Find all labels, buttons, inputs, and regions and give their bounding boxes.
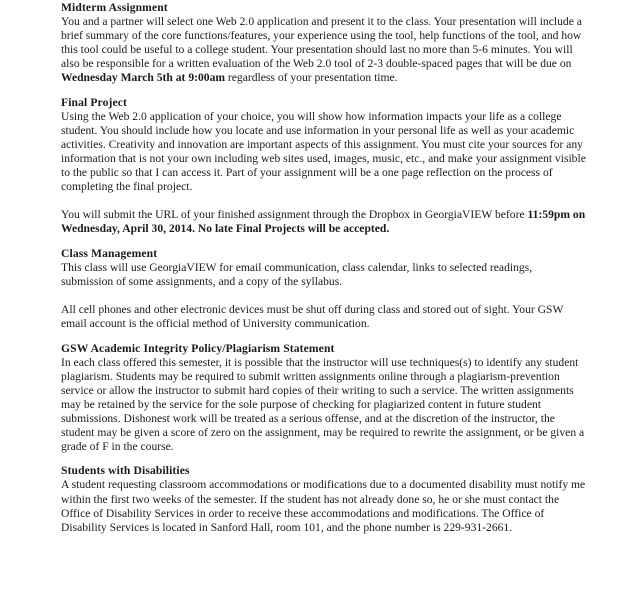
emphasis-text: 11:59pm on Wednesday, April 30, 2014. No late Final Projects will be accepted. (61, 208, 586, 236)
body-text: regardless of your presentation time. (225, 71, 398, 85)
emphasis-text: Wednesday March 5th at 9:00am (61, 71, 226, 85)
paragraph (61, 356, 587, 454)
section-final-project (61, 96, 587, 236)
body-text: Using the Web 2.0 application of your choice, you will show how information impacts your life as a college student. You should include how you locate and use information in your personal life as well as your academic activities. Creativity and innovation are important aspects of this assignment. You must cite your sources for any information that is not your own including web sites used, images, music, etc., and make your assignment visible to the public so that I can access it. Part of your assignment will be a one page reflection on the process of completing the final project. (61, 109, 586, 194)
body-text: You and a partner will select one Web 2.0 application and present it to the class. Your presentation will include a brief summary of the core functions/features, your experience using the tool, help functions of the tool, and how this tool could be useful to a college student. Your presentation should last no more than 5-6 minutes. You will also be responsible for a written evaluation of the Web 2.0 tool of 2-3 double-spaced pages that will be due on (61, 15, 582, 71)
section-heading-students-with-disabilities: Students with Disabilities (61, 464, 190, 478)
body-text: All cell phones and other electronic devices must be shut off during class and stored out of sight. Your GSW email account is the official method of University communication. (61, 302, 564, 330)
body-text: You will submit the URL of your finished assignment through the Dropbox in GeorgiaVIEW before (61, 208, 528, 222)
body-text: In each class offered this semester, it is possible that the instructor will use techniques(s) to identify any student plagiarism. Students may be required to submit written assignments online through a plagiarism-prevention service or allow the instructor to submit hard copies of their writing to such a service. The written assignments may be retained by the service for the sole purpose of checking for plagiarized content in future student submissions. Dishonest work will be treated as a serious offense, and at the discretion of the instructor, the student may be given a score of zero on the assignment, may be required to rewrite the assignment, or be given a grade of F in the course. (61, 355, 585, 453)
paragraph (61, 261, 587, 289)
section-academic-integrity (61, 342, 587, 454)
document-body (61, 1, 587, 535)
section-heading-final-project: Final Project (61, 95, 128, 109)
body-text: A student requesting classroom accommodations or modifications due to a documented disability must notify me within the first two weeks of the semester. If the student has not already done so, he or she must contact the Office of Disability Services in order to receive these accommodations and modifications. The Office of Disability Services is located in Sanford Hall, room 101, and the phone number is 229-931-2661. (61, 478, 586, 534)
section-heading-academic-integrity: GSW Academic Integrity Policy/Plagiarism Statement (61, 341, 335, 355)
section-class-management (61, 247, 587, 331)
section-students-with-disabilities (61, 464, 587, 534)
paragraph (61, 208, 587, 236)
paragraph (61, 15, 587, 85)
paragraph (61, 110, 587, 194)
section-midterm-assignment (61, 1, 587, 85)
paragraph (61, 303, 587, 331)
paragraph (61, 478, 587, 534)
section-heading-midterm-assignment: Midterm Assignment (61, 1, 168, 14)
section-heading-class-management: Class Management (61, 246, 158, 260)
body-text: This class will use GeorgiaVIEW for email communication, class calendar, links to selected readings, submission of some assignments, and a copy of the syllabus. (61, 260, 533, 288)
